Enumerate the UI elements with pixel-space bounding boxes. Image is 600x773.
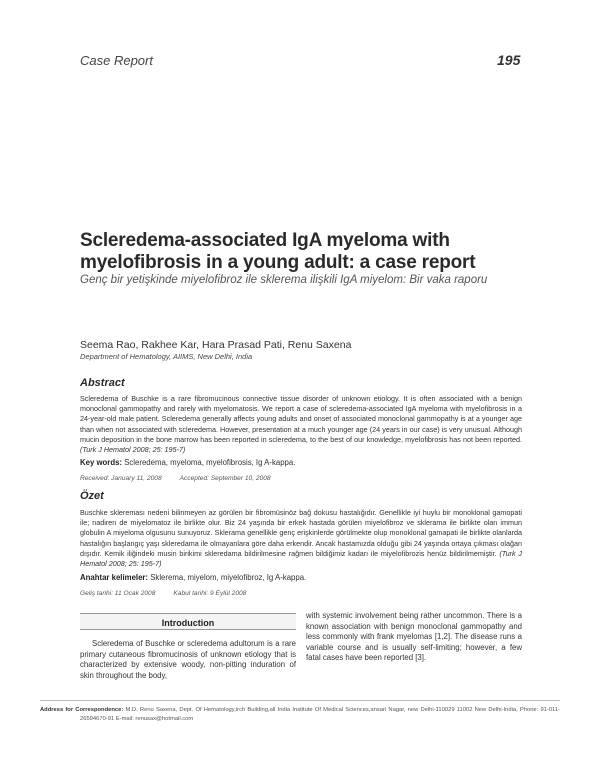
author-list: Seema Rao, Rakhee Kar, Hara Prasad Pati, Renu Saxena: [80, 339, 352, 351]
introduction-left-column: Scleredema of Buschke or scleredema adultorum is a rare primary cutaneous fibromucinosis of unknown etiology that is characterized by extensive woody, non-pitting induration of skin throughout the body,: [80, 639, 296, 680]
introduction-right-column: with systemic involvement being rather uncommon. There is a known association with benign monoclonal gammopathy and less commonly with frank myelomas [1,2]. The disease runs a variable course and is usually self-limiting; however, a few fatal cases have been reported [3].: [306, 611, 522, 663]
abstract-body: [80, 394, 522, 455]
ozet-keywords: [80, 573, 522, 582]
correspondence-text: M.D. Renu Saxena, Dept. Of Hematology,irch Building,all India Institute Of Medical Sciences,ansari Nagar, new Delhi-110029 11002 New Delhi-India, Phone: 91-011-26594670-91 E-mail: renusax@hotmail.com: [80, 707, 560, 722]
article-subtitle-turkish: Genç bir yetişkinde miyelofibroz ile sklerema ilişkili IgA miyelom: Bir vaka raporu: [80, 274, 488, 286]
footer-divider: [40, 700, 560, 701]
received-date: Received: January 11, 2008: [80, 475, 162, 482]
ozet-keywords-label: Anahtar kelimeler:: [80, 573, 149, 582]
article-title: Scleredema-associated IgA myeloma with myelofibrosis in a young adult: a case report: [80, 230, 476, 273]
keywords-value: Scleredema, myeloma, myelofibrosis, Ig A-kappa.: [124, 458, 296, 467]
abstract-keywords: [80, 458, 522, 467]
ozet-heading: Özet: [80, 490, 104, 502]
ozet-dates: [80, 590, 264, 597]
correspondence-label: Address for Correspondence:: [40, 707, 124, 713]
ozet-keywords-value: Sklerema, miyelom, miyelofibroz, Ig A-kappa.: [150, 573, 307, 582]
ozet-accepted-date: Kabul tarihi: 9 Eylül 2008: [173, 590, 247, 597]
abstract-heading: Abstract: [80, 377, 125, 389]
ozet-body: [80, 508, 522, 569]
abstract-text: Scleredema of Buschke is a rare fibromucinous connective tissue disorder of unknown etiology. It is often associated with a benign monoclonal gammopathy and rarely with myelomatosis. We report a case of scleredema-associated IgA myeloma with myelofibrosis in a 24-year-old male patient. Scleredema generally affects young adults and onset of associated monoclonal gammopathy is at a younger age than when not associated with scleredema. However, presentation at a much younger age (24 years in our case) is very unusual. Although mucin deposition in the bone marrow has been reported in scleredema, to the best of our knowledge, myelofibrosis has not been reported.: [80, 394, 522, 444]
keywords-label: Key words:: [80, 458, 123, 467]
ozet-citation: (Turk J Hematol 2008; 25: 195-7): [80, 548, 522, 569]
abstract-citation: (Turk J Hematol 2008; 25: 195-7): [80, 445, 186, 455]
author-affiliation: Department of Hematology, AIIMS, New Delhi, India: [80, 352, 253, 361]
accepted-date: Accepted: September 10, 2008: [179, 475, 271, 482]
ozet-received-date: Geliş tarihi: 11 Ocak 2008: [80, 590, 156, 597]
correspondence-address: [40, 706, 560, 723]
abstract-dates: [80, 475, 289, 482]
running-header-section: Case Report: [80, 53, 153, 68]
introduction-heading: Introduction: [161, 618, 215, 628]
page-number: 195: [497, 52, 521, 68]
ozet-text: Buschke sklereması nedeni bilinmeyen az görülen bir fibromüsinöz bağ dokusu hastalığıdır. Genellikle iyi huylu bir monoklonal gamopati ile; nadiren de miyelomatoz ile birlikte olur. Biz 24 yaşında bir erkek hastada görülen miyelofibroz ve sklerama ile birlikte olan immun globulin A miyeloma olgusunu sunuyoruz. Sklerama genellikle genç erişkinlerde görülmekte olup monoklonal gamapati ile birlikte olanlarda hastalığın başlangıç yaşı skleredama ile olmayanlara göre daha erkendir. Ancak hastamızda olduğu gibi 24 yaşında ortaya çıkması olağan dışıdır. Kemik iliğindeki musin birikimi skleredama bildirilmesine rağmen bildiğimiz kadarı ile miyelofibrozis henüz bildirilmemiştir.: [80, 508, 522, 558]
